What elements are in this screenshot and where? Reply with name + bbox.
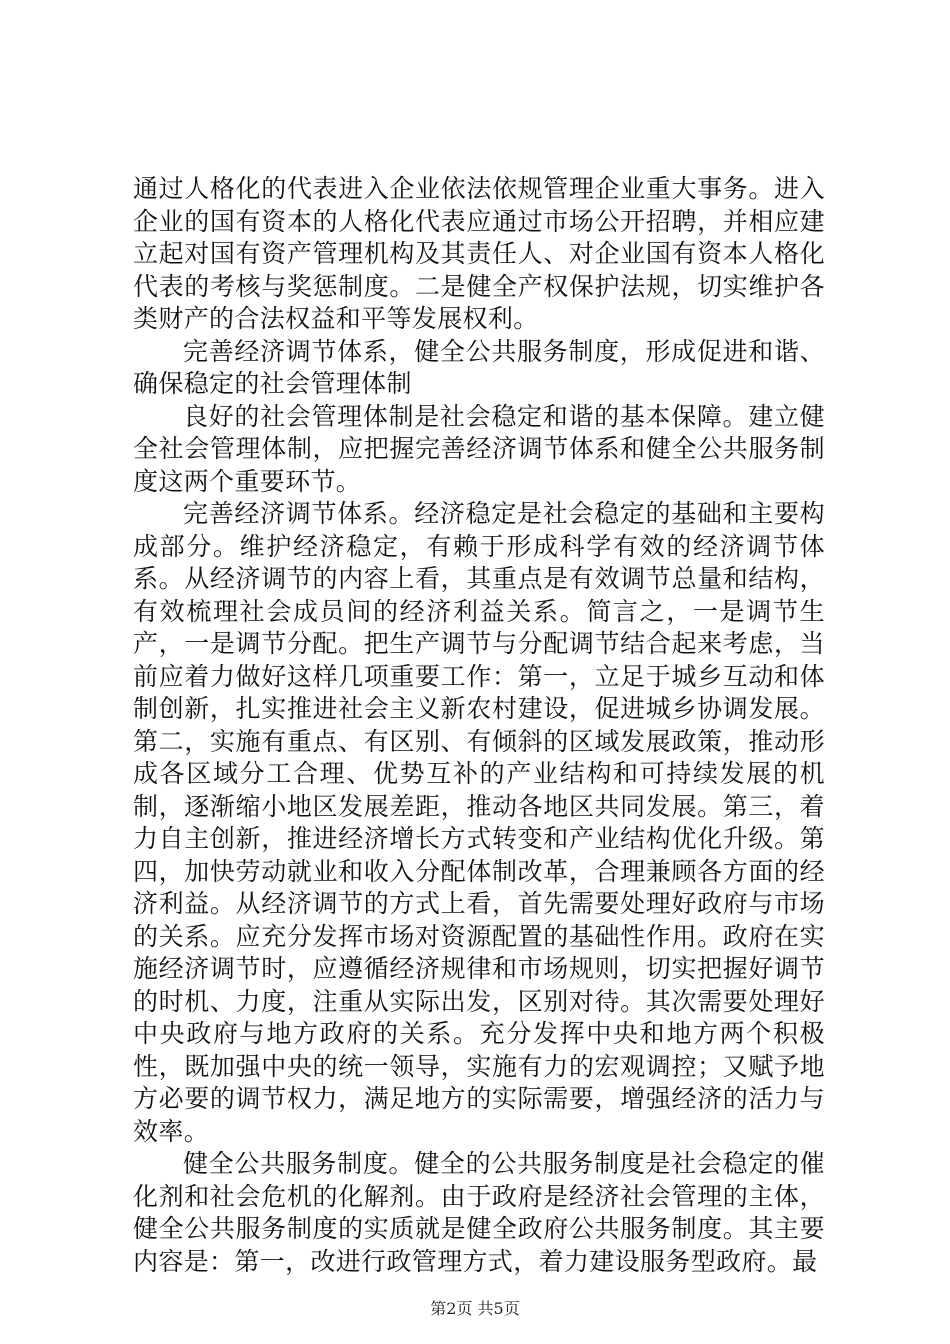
document-body (133, 173, 825, 1278)
section-heading: 完善经济调节体系，健全公共服务制度，形成促进和谐、确保稳定的社会管理体制 (133, 336, 825, 398)
paragraph-5: 健全公共服务制度。健全的公共服务制度是社会稳定的催化剂和社会危机的化解剂。由于政府是经济社会管理的主体，健全公共服务制度的实质就是健全政府公共服务制度。其主要内容是：第一，改进行政管理方式，着力建设服务型政府。最 (133, 1149, 825, 1276)
paragraph-3: 良好的社会管理体制是社会稳定和谐的基本保障。建立健全社会管理体制，应把握完善经济调节体系和健全公共服务制度这两个重要环节。 (133, 401, 825, 496)
page-footer: 第2页 共5页 (430, 1299, 520, 1318)
paragraph-4: 完善经济调节体系。经济稳定是社会稳定的基础和主要构成部分。维护经济稳定，有赖于形成科学有效的经济调节体系。从经济调节的内容上看，其重点是有效调节总量和结构，有效梳理社会成员间的经济利益关系。简言之，一是调节生产，一是调节分配。把生产调节与分配调节结合起来考虑，当前应着力做好这样几项重要工作：第一，立足于城乡互动和体制创新，扎实推进社会主义新农村建设，促进城乡协调发展。第二，实施有重点、有区别、有倾斜的区域发展政策，推动形成各区域分工合理、优势互补的产业结构和可持续发展的机制，逐渐缩小地区发展差距，推动各地区共同发展。第三，着力自主创新，推进经济增长方式转变和产业结构优化升级。第四，加快劳动就业和收入分配体制改革，合理兼顾各方面的经济利益。从经济调节的方式上看，首先需要处理好政府与市场的关系。应充分发挥市场对资源配置的基础性作用。政府在实施经济调节时，应遵循经济规律和市场规则，切实把握好调节的时机、力度，注重从实际出发，区别对待。其次需要处理好中央政府与地方政府的关系。充分发挥中央和地方两个积极性，既加强中央的统一领导，实施有力的宏观调控；又赋予地方必要的调节权力，满足地方的实际需要，增强经济的活力与效率。 (133, 499, 825, 1146)
paragraph-1: 通过人格化的代表进入企业依法依规管理企业重大事务。进入企业的国有资本的人格化代表应通过市场公开招聘，并相应建立起对国有资产管理机构及其责任人、对企业国有资本人格化代表的考核与奖惩制度。二是健全产权保护法规，切实维护各类财产的合法权益和平等发展权利。 (133, 174, 825, 333)
